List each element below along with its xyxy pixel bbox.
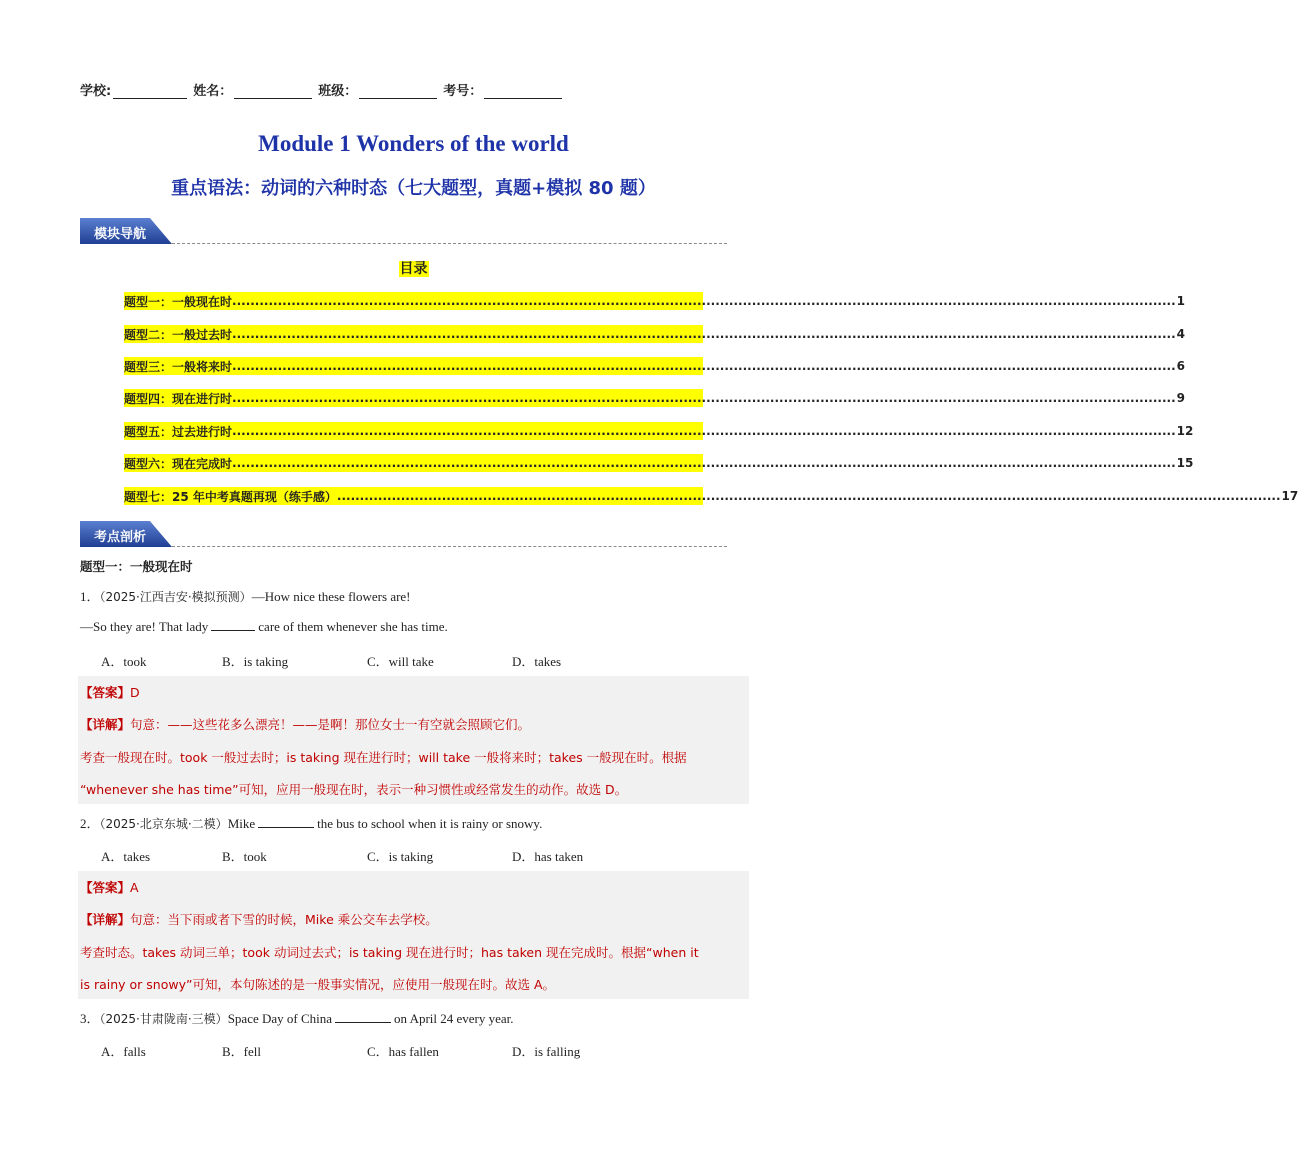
answer-box-2 (78, 871, 749, 999)
toc-item-page: 12 (1176, 424, 1194, 438)
toc-item-label: 题型五：过去进行时 (124, 424, 233, 439)
exam-no-label: 考号： (443, 84, 483, 99)
question-1-stem (80, 586, 411, 605)
question-1-line2 (80, 618, 448, 635)
toc-item-page: 17 (1281, 489, 1298, 503)
question-number: 1． (80, 589, 100, 604)
module-nav-label: 模块导航 (94, 227, 147, 242)
page-subtitle: 重点语法：动词的六种时态（七大题型，真题+模拟 80 题） (171, 178, 656, 199)
toc-leader: ............................................................................................................................................................................................................... (232, 327, 1176, 341)
answer-label: 【答案】 (80, 685, 131, 700)
toc-leader: ............................................................................................................................................................................................................... (232, 359, 1176, 373)
question-source: （2025·江西吉安·模拟预测） (99, 590, 252, 604)
question-source: （2025·甘肃陇南·三模） (99, 1012, 228, 1026)
option-c[interactable]: C．has fallen (367, 1044, 439, 1059)
toc-leader: ............................................................................................................................................................................................................... (336, 489, 1281, 503)
option-b[interactable]: B．is taking (222, 654, 289, 669)
option-a[interactable]: A．falls (101, 1044, 146, 1059)
option-d[interactable]: D．has taken (512, 849, 584, 864)
question-2-stem (80, 813, 542, 832)
toc-item-page: 4 (1176, 327, 1186, 341)
detail-line: 考查时态。takes 动词三单；took 动词过去式；is taking 现在进行时；has taken 现在完成时。根据“when it (80, 945, 699, 960)
toc-item[interactable] (124, 454, 1194, 472)
answer-line (80, 683, 140, 701)
toc-item[interactable] (124, 487, 1298, 505)
question-number: 3． (80, 1011, 100, 1026)
question-3-stem (80, 1008, 514, 1027)
toc-leader: ............................................................................................................................................................................................................... (232, 294, 1176, 308)
toc-item-label: 题型一：一般现在时 (124, 294, 233, 309)
detail-label: 【详解】 (80, 717, 131, 732)
question-text: Mike (227, 816, 256, 831)
toc-item-page: 9 (1176, 391, 1186, 405)
toc-item-label: 题型七：25 年中考真题再现（练手感） (124, 489, 337, 504)
toc-item[interactable] (124, 389, 1186, 407)
toc-item[interactable] (124, 325, 1186, 343)
detail-line: “whenever she has time”可知，应用一般现在时，表示一种习惯性或经常发生的动作。故选 D。 (80, 782, 628, 797)
answer-value: A (130, 880, 139, 895)
toc-item-label: 题型三：一般将来时 (124, 359, 233, 374)
toc-item-label: 题型六：现在完成时 (124, 456, 233, 471)
detail-line: 考查一般现在时。took 一般过去时；is taking 现在进行时；will take 一般将来时；takes 一般现在时。根据 (80, 750, 687, 765)
answer-blank[interactable] (258, 815, 314, 828)
school-label: 学校: (80, 84, 112, 99)
toc-item-label: 题型四：现在进行时 (124, 391, 233, 406)
detail-line (80, 910, 438, 928)
question-text: the bus to school when it is rainy or snowy. (317, 816, 543, 831)
toc-item-page: 1 (1176, 294, 1186, 308)
question-number: 2． (80, 816, 100, 831)
question-text: —How nice these flowers are! (251, 589, 411, 604)
detail-text: 句意：——这些花多么漂亮！——是啊！那位女士一有空就会照顾它们。 (130, 717, 531, 732)
option-a[interactable]: A．takes (101, 849, 151, 864)
question-text: on April 24 every year. (394, 1011, 514, 1026)
school-field[interactable] (113, 84, 187, 99)
question-text: —So they are! That lady (80, 619, 209, 634)
toc-leader: ............................................................................................................................................................................................................... (232, 391, 1176, 405)
answer-value: D (130, 685, 140, 700)
answer-label: 【答案】 (80, 880, 131, 895)
answer-blank[interactable] (335, 1010, 391, 1023)
student-info-line (80, 80, 568, 99)
toc-item-page: 6 (1176, 359, 1186, 373)
toc-title: 目录 (399, 261, 428, 277)
page-title: Module 1 Wonders of the world (258, 131, 569, 156)
question-source: （2025·北京东城·二模） (99, 817, 228, 831)
option-b[interactable]: B．fell (222, 1044, 261, 1059)
answer-line (80, 878, 139, 896)
toc-leader: ............................................................................................................................................................................................................... (232, 424, 1176, 438)
option-c[interactable]: C．is taking (367, 849, 434, 864)
toc-item[interactable] (124, 357, 1186, 375)
option-d[interactable]: D．is falling (512, 1044, 581, 1059)
option-a[interactable]: A．took (101, 654, 147, 669)
toc-item[interactable] (124, 422, 1194, 440)
detail-line: is rainy or snowy”可知，本句陈述的是一般事实情况，应使用一般现在时。故选 A。 (80, 977, 555, 992)
detail-label: 【详解】 (80, 912, 131, 927)
detail-text: 句意：当下雨或者下雪的时候，Mike 乘公交车去学校。 (130, 912, 438, 927)
exam-no-field[interactable] (484, 84, 562, 99)
question-text: care of them whenever she has time. (258, 619, 448, 634)
class-field[interactable] (359, 84, 437, 99)
detail-line (80, 715, 530, 733)
answer-blank[interactable] (211, 618, 255, 631)
toc-item[interactable] (124, 292, 1186, 310)
class-label: 班级： (318, 84, 358, 99)
toc-heading (0, 258, 827, 278)
module-nav-tab (80, 218, 727, 244)
answer-box-1 (78, 676, 749, 804)
option-c[interactable]: C．will take (367, 654, 434, 669)
section-heading: 题型一：一般现在时 (80, 559, 193, 574)
name-field[interactable] (234, 84, 312, 99)
toc-item-page: 15 (1176, 456, 1194, 470)
question-text: Space Day of China (227, 1011, 333, 1026)
option-b[interactable]: B．took (222, 849, 267, 864)
option-d[interactable]: D．takes (512, 654, 562, 669)
toc-item-label: 题型二：一般过去时 (124, 327, 233, 342)
name-label: 姓名： (193, 84, 233, 99)
analysis-tab (80, 521, 727, 547)
toc-leader: ............................................................................................................................................................................................................... (232, 456, 1176, 470)
analysis-tab-label: 考点剖析 (94, 530, 147, 545)
